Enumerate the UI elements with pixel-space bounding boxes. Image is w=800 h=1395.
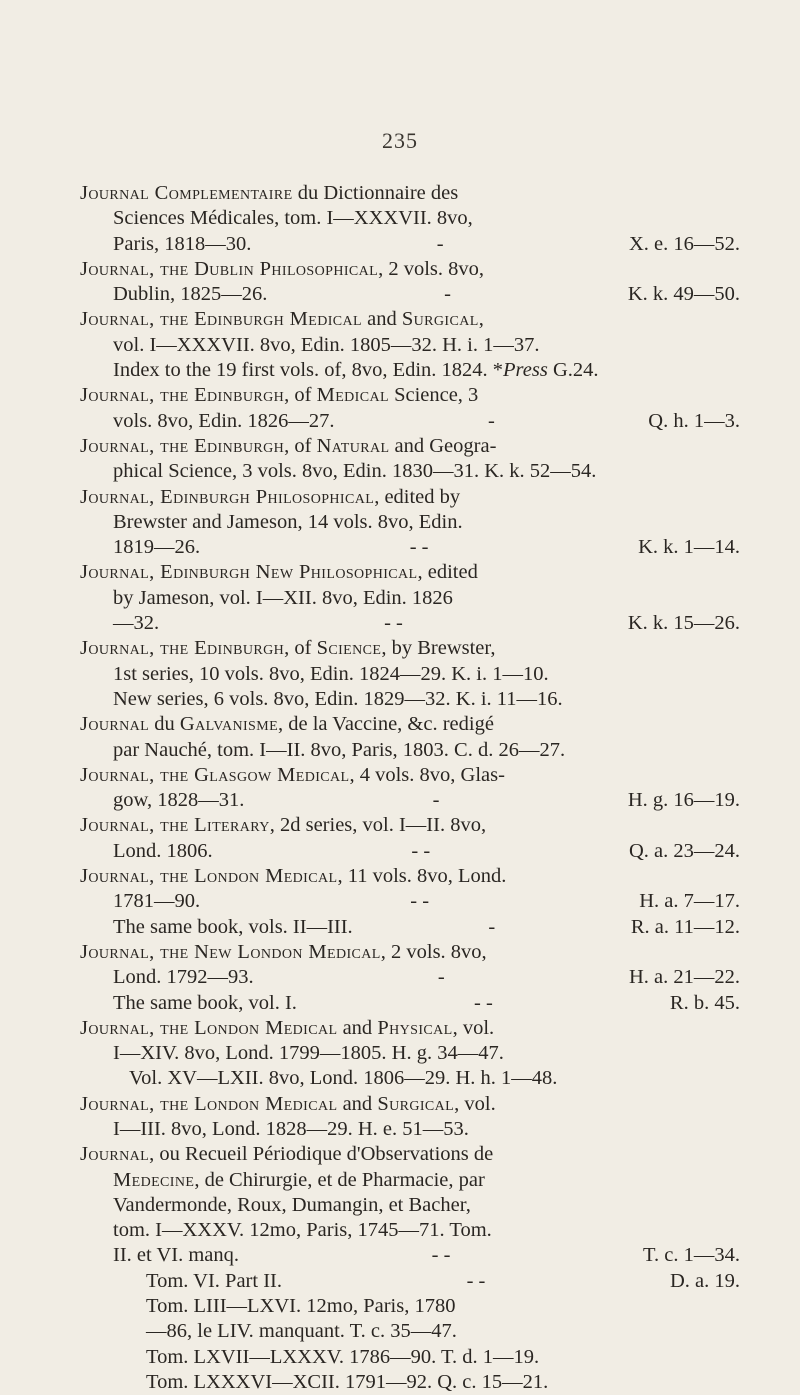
page-number: 235 (382, 128, 418, 153)
entry-text: , of (284, 637, 317, 660)
entry-text: , ou Recueil Périodique d'Observations de (149, 1143, 494, 1166)
catalogue-line (80, 409, 740, 434)
catalogue-line (80, 1319, 740, 1344)
entry-text: phical Science, 3 vols. 8vo, Edin. 1830—31. K. k. 52—54. (113, 460, 597, 483)
entry-text: Tom. LXVII—LXXXV. 1786—90. T. d. 1—19. (146, 1345, 540, 1368)
entry-text: , 4 vols. 8vo, Glas- (349, 763, 505, 786)
entry-heading-text: Medecine (113, 1168, 195, 1191)
entry-text: , vol. (452, 1016, 495, 1039)
entry-text: Tom. LXXXVI—XCII. 1791—92. Q. c. 15—21. (146, 1370, 549, 1393)
entry-text: vols. 8vo, Edin. 1826—27. (113, 409, 335, 432)
catalogue-line (80, 1092, 740, 1117)
shelf-mark: H. g. 16—19. (627, 789, 740, 812)
leader-dashes: - (437, 966, 445, 989)
shelf-mark: K. k. 1—14. (638, 536, 740, 559)
catalogue-line (80, 586, 740, 611)
shelf-mark: K. k. 49—50. (627, 283, 740, 306)
catalogue-line (80, 788, 740, 813)
entry-text: I—XIV. 8vo, Lond. 1799—1805. H. g. 34—47. (113, 1042, 504, 1065)
entry-text: , de Chirurgie, et de Pharmacie, par (194, 1168, 485, 1191)
catalogue-line (80, 282, 740, 307)
entry-heading-text: Journal (80, 1143, 150, 1166)
catalogue-line (80, 940, 740, 965)
entry-heading-text: Journal, the New London Medical (80, 940, 381, 963)
catalogue-line (80, 864, 740, 889)
entry-text: Press (503, 359, 548, 382)
entry-text: Science, 3 (388, 384, 479, 407)
entry-text: , 11 vols. 8vo, Lond. (337, 865, 507, 888)
catalogue-entries (80, 181, 740, 1395)
entry-text: , edited (417, 561, 478, 584)
shelf-mark: R. a. 11—12. (630, 915, 740, 938)
shelf-mark: D. a. 19. (669, 1269, 740, 1292)
entry-heading-text: Journal Complementaire (80, 182, 293, 204)
catalogue-line (80, 1016, 740, 1041)
leader-dashes: - - (384, 612, 403, 635)
entry-text: , (478, 308, 484, 331)
entry-text: du (149, 713, 180, 736)
shelf-mark: H. a. 7—17. (639, 890, 740, 913)
catalogue-line (80, 738, 740, 763)
entry-text: , of (284, 434, 317, 457)
entry-text: Sciences Médicales, tom. I—XXXVII. 8vo, (113, 207, 473, 230)
entry-text: , de la Vaccine, &c. redigé (278, 713, 494, 736)
entry-text: Tom. VI. Part II. (146, 1269, 282, 1292)
catalogue-line (80, 1218, 740, 1243)
catalogue-line (80, 1370, 740, 1395)
entry-heading-text: Medical (316, 384, 389, 407)
catalogue-line (80, 813, 740, 838)
entry-text: and Geogra- (389, 434, 497, 457)
catalogue-line (80, 687, 740, 712)
entry-heading-text: Journal, the Dublin Philosophical (80, 257, 379, 280)
leader-dashes: - - (409, 536, 429, 559)
entry-text: , 2 vols. 8vo, (378, 257, 485, 280)
entry-text: vol. I—XXXVII. 8vo, Edin. 1805—32. H. i. 1—37. (113, 333, 540, 356)
entry-text: Lond. 1792—93. (113, 966, 254, 989)
entry-text: par Nauché, tom. I—II. 8vo, Paris, 1803. C. d. 26—27. (113, 738, 566, 761)
entry-text: Lond. 1806. (113, 839, 213, 862)
entry-text: , 2 vols. 8vo, (380, 940, 487, 963)
leader-dashes: - (488, 915, 496, 938)
entry-text: Dublin, 1825—26. (113, 283, 268, 306)
catalogue-line (80, 965, 740, 990)
catalogue-line (80, 232, 740, 257)
entry-text: , of (284, 384, 317, 407)
entry-text: du Dictionnaire des (292, 182, 459, 204)
entry-heading-text: Journal, Edinburgh Philosophical (80, 485, 375, 508)
leader-dashes: - - (466, 1269, 486, 1292)
leader-dashes: - (488, 409, 495, 432)
entry-text: tom. I—XXXV. 12mo, Paris, 1745—71. Tom. (113, 1219, 492, 1242)
entry-heading-text: Journal (80, 713, 150, 736)
catalogue-line (80, 1269, 740, 1294)
entry-heading-text: Journal, the London Medical (80, 1092, 338, 1115)
shelf-mark: R. b. 45. (669, 991, 740, 1014)
catalogue-line (80, 763, 740, 788)
entry-text: The same book, vols. II—III. (113, 915, 353, 938)
entry-text: Vol. XV—LXII. 8vo, Lond. 1806—29. H. h. 1—48. (129, 1067, 558, 1090)
entry-text: and (337, 1016, 378, 1039)
catalogue-line (80, 662, 740, 687)
leader-dashes: - (432, 789, 440, 812)
catalogue-line (80, 510, 740, 535)
catalogue-line (80, 333, 740, 358)
shelf-mark: H. a. 21—22. (628, 966, 740, 989)
shelf-mark: T. c. 1—34. (643, 1244, 740, 1267)
shelf-mark: X. e. 16—52. (628, 232, 740, 255)
entry-text: —86, le LIV. manquant. T. c. 35—47. (146, 1320, 457, 1343)
entry-text: —32. (113, 612, 160, 635)
catalogue-line (80, 889, 740, 914)
entry-heading-text: Journal, the London Medical (80, 1016, 338, 1039)
leader-dashes: - (444, 283, 451, 306)
leader-dashes: - - (410, 890, 430, 913)
entry-heading-text: Journal, the Literary (80, 814, 270, 837)
catalogue-line (80, 839, 740, 864)
entry-heading-text: Science (316, 637, 382, 660)
entry-text: New series, 6 vols. 8vo, Edin. 1829—32. K. i. 11—16. (113, 687, 563, 710)
entry-text: and (337, 1092, 378, 1115)
entry-heading-text: Journal, the Edinburgh (80, 637, 285, 660)
entry-text: 1819—26. (113, 536, 201, 559)
catalogue-line (80, 1193, 740, 1218)
catalogue-line (80, 636, 740, 661)
catalogue-line (80, 560, 740, 585)
catalogue-line (80, 1243, 740, 1268)
catalogue-line (80, 1168, 740, 1193)
shelf-mark: Q. a. 23—24. (628, 839, 740, 862)
entry-heading-text: Journal, Edinburgh New Philosophical (80, 561, 418, 584)
entry-text: , 2d series, vol. I—II. 8vo, (269, 814, 487, 837)
catalogue-line (80, 1142, 740, 1167)
leader-dashes: - (436, 232, 444, 255)
entry-heading-text: Natural (316, 434, 390, 457)
catalogue-line (80, 181, 740, 206)
catalogue-line (80, 307, 740, 332)
shelf-mark: K. k. 15—26. (627, 612, 740, 635)
entry-text: II. et VI. manq. (113, 1244, 240, 1267)
entry-text: and (362, 308, 402, 331)
catalogue-line (80, 383, 740, 408)
entry-heading-text: Journal, the London Medical (80, 865, 338, 888)
entry-text: Brewster and Jameson, 14 vols. 8vo, Edin. (113, 510, 463, 533)
catalogue-line (80, 915, 740, 940)
catalogue-line (80, 991, 740, 1016)
catalogue-line (80, 611, 740, 636)
entry-text: , by Brewster, (381, 637, 496, 660)
entry-text: Index to the 19 first vols. of, 8vo, Edin. 1824. * (113, 359, 504, 382)
catalogue-line (80, 535, 740, 560)
entry-text: , vol. (454, 1092, 496, 1115)
entry-text: by Jameson, vol. I—XII. 8vo, Edin. 1826 (113, 586, 453, 609)
catalogue-line (80, 1294, 740, 1319)
entry-heading-text: Galvanisme (179, 713, 279, 736)
entry-text: The same book, vol. I. (113, 991, 297, 1014)
catalogue-line (80, 459, 740, 484)
entry-text: Paris, 1818—30. (113, 232, 252, 255)
entry-heading-text: Physical (377, 1016, 453, 1039)
entry-heading-text: Surgical (401, 308, 479, 331)
entry-text: 1781—90. (113, 890, 201, 913)
catalogue-line (80, 1117, 740, 1142)
entry-heading-text: Journal, the Edinburgh (80, 434, 285, 457)
entry-text: G.24. (547, 359, 599, 382)
entry-text: Vandermonde, Roux, Dumangin, et Bacher, (113, 1193, 471, 1216)
catalogue-line (80, 358, 740, 383)
leader-dashes: - - (474, 991, 493, 1014)
entry-text: I—III. 8vo, Lond. 1828—29. H. e. 51—53. (113, 1117, 469, 1140)
catalogue-line (80, 1345, 740, 1370)
catalogue-line (80, 1041, 740, 1066)
entry-text: , edited by (374, 485, 461, 508)
entry-text: Tom. LIII—LXVI. 12mo, Paris, 1780 (146, 1295, 456, 1318)
leader-dashes: - - (431, 1244, 451, 1267)
entry-text: gow, 1828—31. (113, 789, 245, 812)
entry-heading-text: Journal, the Edinburgh (80, 384, 285, 407)
catalogue-line (80, 712, 740, 737)
entry-heading-text: Surgical (377, 1092, 455, 1115)
shelf-mark: Q. h. 1—3. (648, 409, 740, 432)
catalogue-line (80, 206, 740, 231)
entry-heading-text: Journal, the Edinburgh Medical (80, 308, 362, 331)
entry-heading-text: Journal, the Glasgow Medical (80, 763, 350, 786)
catalogue-line (80, 485, 740, 510)
catalogue-line (80, 257, 740, 282)
leader-dashes: - - (411, 839, 431, 862)
catalogue-line (80, 434, 740, 459)
entry-text: 1st series, 10 vols. 8vo, Edin. 1824—29. K. i. 1—10. (113, 662, 549, 685)
catalogue-line (80, 1066, 740, 1091)
